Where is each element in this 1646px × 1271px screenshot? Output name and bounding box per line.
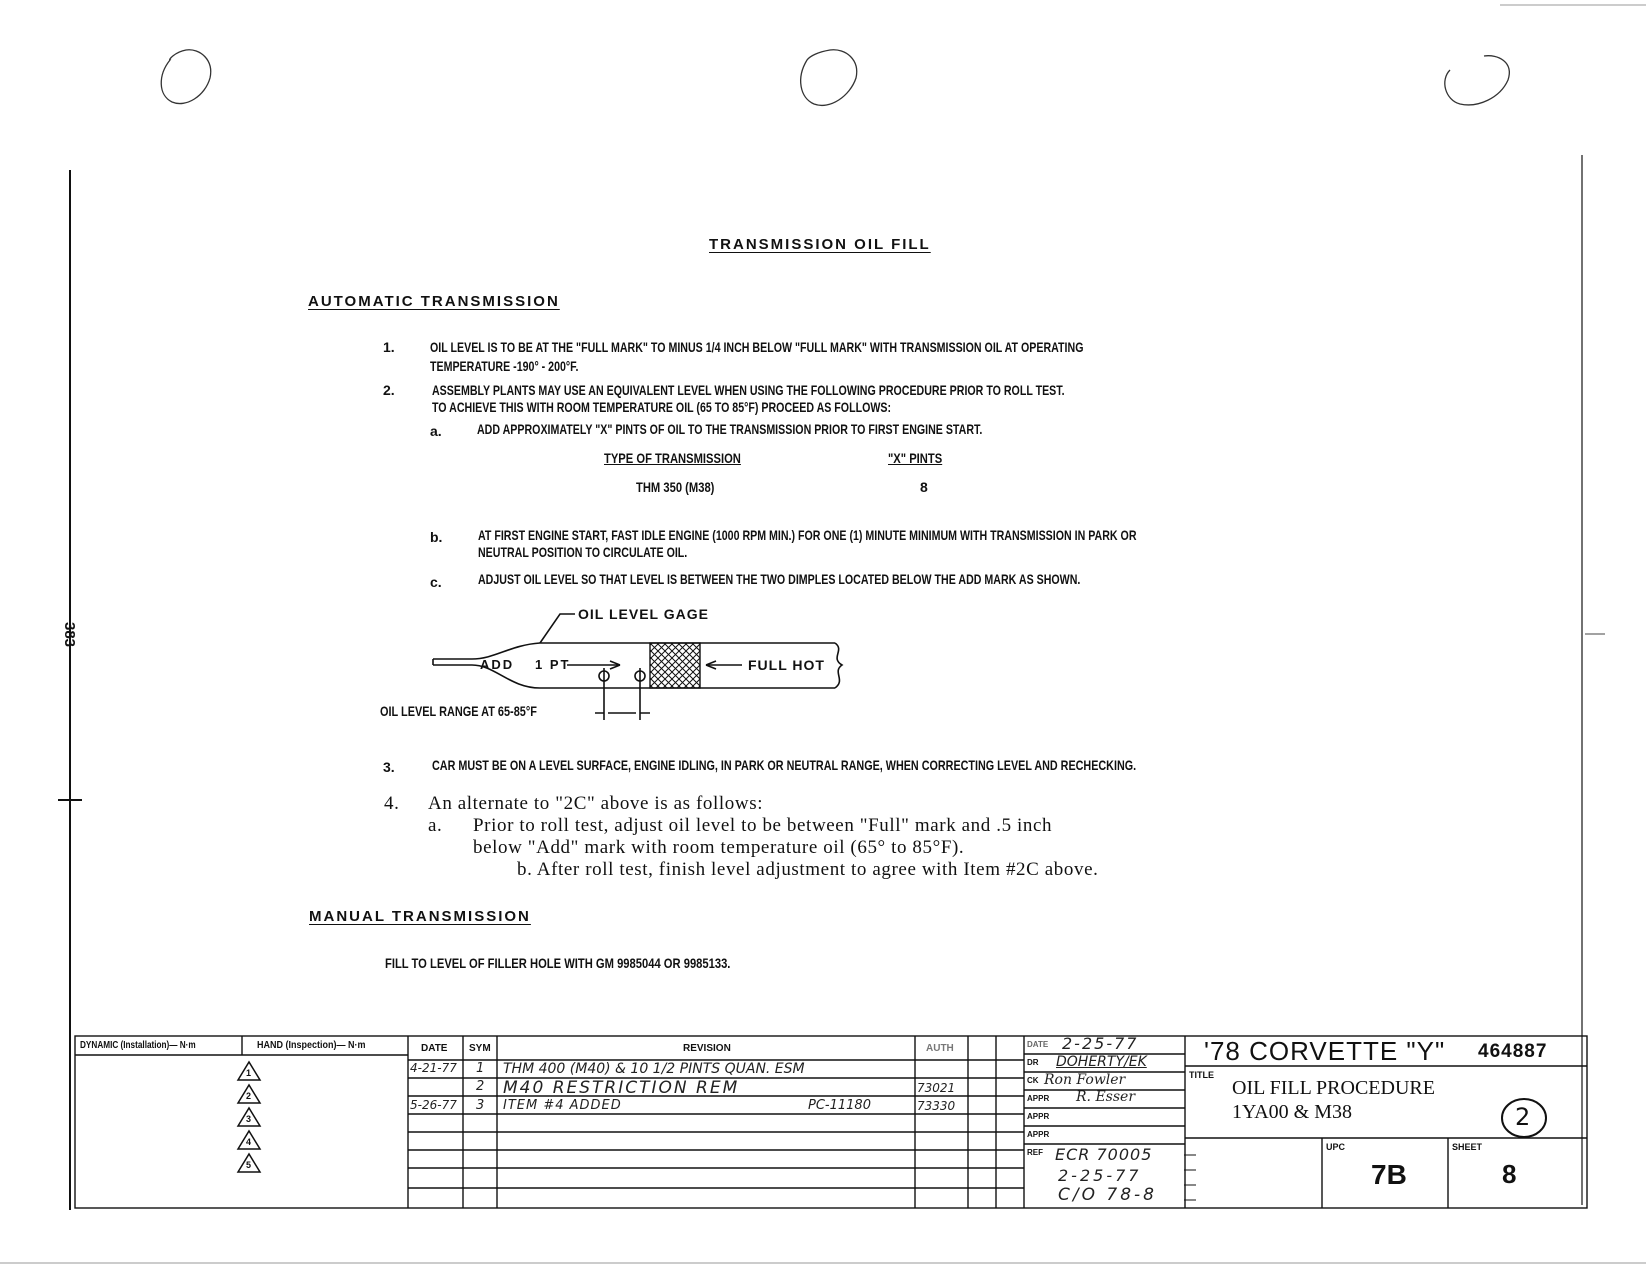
item-3-number: 3. [383,759,395,775]
item-3-text: CAR MUST BE ON A LEVEL SURFACE, ENGINE IDLING, IN PARK OR NEUTRAL RANGE, WHEN CORRECTING LEVEL AND RECHECKING. [432,757,1137,773]
torque-dynamic-header: DYNAMIC (Installation)— N·m [80,1040,196,1051]
dr-label: DR [1027,1058,1039,1067]
ref-line-3: C/O 78-8 [1058,1185,1157,1205]
date-value: 2-25-77 [1062,1034,1139,1053]
item-1-number: 1. [383,339,395,355]
rev-2-text: M40 RESTRICTION REM [503,1078,740,1098]
drawing-number: 464887 [1478,1041,1548,1062]
rev-2-auth: 73021 [917,1081,956,1095]
margin-page-number: 383 [61,622,78,648]
col-auth-header: AUTH [926,1043,954,1054]
ref-line-2: 2-25-77 [1058,1166,1142,1185]
manual-heading: MANUAL TRANSMISSION [309,908,531,925]
triangle-1-label: 1 [246,1068,252,1078]
item-2-line-2: TO ACHIEVE THIS WITH ROOM TEMPERATURE OIL (65 TO 85°F) PROCEED AS FOLLOWS: [432,399,892,415]
item-2b-line-1: AT FIRST ENGINE START, FAST IDLE ENGINE (1000 RPM MIN.) FOR ONE (1) MINUTE MINIMUM WITH TRANSMISSION IN PARK OR [478,527,1137,543]
automatic-heading: AUTOMATIC TRANSMISSION [308,293,560,310]
col-revision-header: REVISION [683,1043,731,1054]
circled-revision-number: 2 [1515,1103,1531,1131]
triangle-5-label: 5 [246,1160,252,1170]
torque-hand-header: HAND (Inspection)— N·m [257,1040,366,1051]
add-mark-label: ADD [480,657,515,672]
rev-3-pc: PC-11180 [808,1098,871,1113]
table-cell-pints: 8 [920,479,928,495]
ck-label: CK [1027,1076,1039,1085]
appr-1-value: R. Esser [1076,1089,1136,1105]
upc-value: 7B [1371,1159,1407,1190]
ref-label: REF [1027,1148,1043,1157]
item-4-number: 4. [384,793,400,814]
rev-3-auth: 73330 [917,1099,956,1113]
main-title: '78 CORVETTE "Y" [1204,1036,1446,1066]
col-sym-header: SYM [469,1043,491,1054]
appr-1-label: APPR [1027,1094,1050,1103]
item-4a-line-1: Prior to roll test, adjust oil level to be between "Full" mark and .5 inch [473,815,1053,836]
pt-label: 1 PT [535,657,571,672]
title-label: TITLE [1189,1070,1214,1080]
range-label: OIL LEVEL RANGE AT 65-85°F [380,703,537,719]
item-4b-text: b. After roll test, finish level adjustment to agree with Item #2C above. [517,859,1099,880]
ref-line-1: ECR 70005 [1055,1145,1153,1164]
appr-3-label: APPR [1027,1130,1050,1139]
gage-label: OIL LEVEL GAGE [578,606,709,622]
triangle-2-label: 2 [246,1091,252,1101]
rev-3-sym: 3 [476,1098,485,1113]
triangle-3-label: 3 [246,1114,252,1124]
rev-2-sym: 2 [476,1079,485,1094]
title-line-1: OIL FILL PROCEDURE [1232,1077,1435,1099]
appr-2-label: APPR [1027,1112,1050,1121]
item-2b-label: b. [430,529,443,545]
table-header-type: TYPE OF TRANSMISSION [604,450,741,466]
table-cell-type: THM 350 (M38) [636,479,715,495]
rev-1-sym: 1 [476,1061,485,1076]
item-2c-label: c. [430,574,442,590]
triangle-4-label: 4 [246,1137,252,1147]
item-1-line-2: TEMPERATURE -190° - 200°F. [430,358,579,374]
full-hot-label: FULL HOT [748,657,825,673]
dr-value: DOHERTY/EK [1056,1054,1147,1070]
rev-1-text: THM 400 (M40) & 10 1/2 PINTS QUAN. ESM [503,1061,805,1077]
rev-1-date: 4-21-77 [410,1061,457,1075]
ck-value: Ron Fowler [1044,1072,1126,1088]
item-2-line-1: ASSEMBLY PLANTS MAY USE AN EQUIVALENT LEVEL WHEN USING THE FOLLOWING PROCEDURE PRIOR TO ROLL TEST. [432,382,1065,398]
sheet-value: 8 [1502,1159,1517,1189]
item-2a-text: ADD APPROXIMATELY "X" PINTS OF OIL TO THE TRANSMISSION PRIOR TO FIRST ENGINE START. [477,421,983,437]
sheet-label: SHEET [1452,1142,1483,1152]
manual-text: FILL TO LEVEL OF FILLER HOLE WITH GM 9985044 OR 9985133. [385,955,731,971]
date-label: DATE [1027,1040,1049,1049]
title-line-2: 1YA00 & M38 [1232,1101,1353,1123]
col-date-header: DATE [421,1043,448,1054]
page-title: TRANSMISSION OIL FILL [709,236,931,253]
item-4a-label: a. [428,815,443,836]
rev-3-text: ITEM #4 ADDED [503,1098,622,1113]
table-header-pints: "X" PINTS [888,450,943,466]
upc-label: UPC [1326,1142,1346,1152]
rev-3-date: 5-26-77 [410,1098,457,1112]
item-1-line-1: OIL LEVEL IS TO BE AT THE "FULL MARK" TO MINUS 1/4 INCH BELOW "FULL MARK" WITH TRANSMISSION OIL AT OPERATING [430,339,1084,355]
item-4a-line-2: below "Add" mark with room temperature oil (65° to 85°F). [473,837,965,858]
item-2-number: 2. [383,382,395,398]
item-2c-text: ADJUST OIL LEVEL SO THAT LEVEL IS BETWEEN THE TWO DIMPLES LOCATED BELOW THE ADD MARK AS SHOWN. [478,571,1081,587]
item-2a-label: a. [430,423,442,439]
item-2b-line-2: NEUTRAL POSITION TO CIRCULATE OIL. [478,544,688,560]
item-4-text: An alternate to "2C" above is as follows: [428,793,764,814]
